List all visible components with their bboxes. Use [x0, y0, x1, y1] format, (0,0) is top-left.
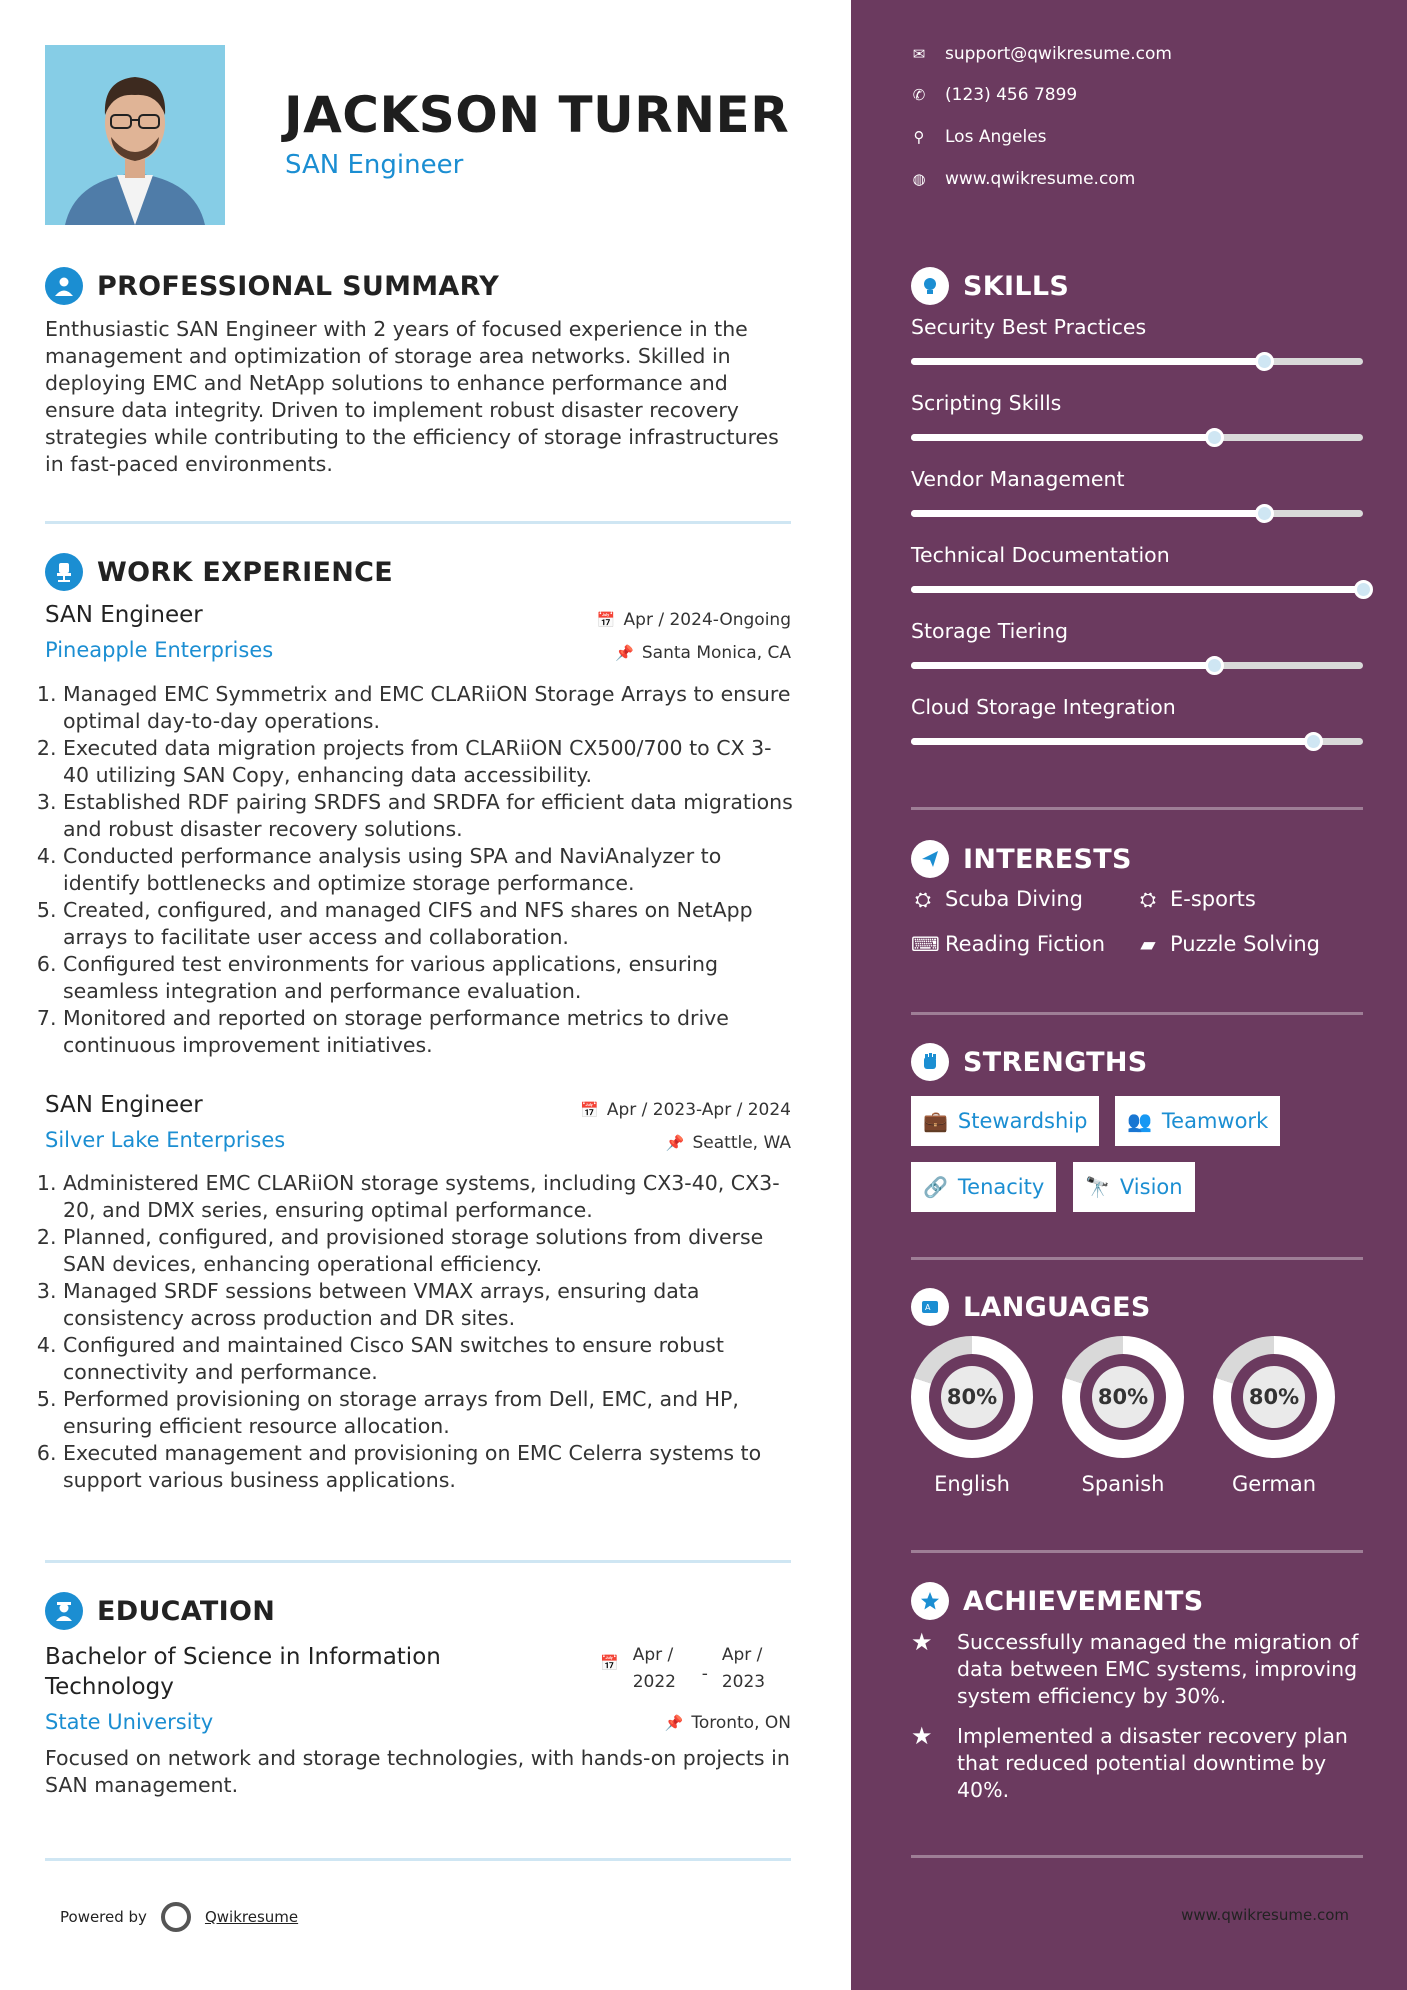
job-location — [666, 1133, 791, 1153]
skills-heading — [911, 267, 1069, 305]
education-dates — [600, 1642, 777, 1696]
star-icon — [911, 1582, 949, 1620]
lifebuoy-icon: ⛭ — [915, 887, 931, 911]
sidebar — [851, 0, 1407, 1990]
user-icon — [45, 267, 83, 305]
strength-label: Vision — [1119, 1175, 1183, 1199]
skill-bar — [911, 662, 1363, 669]
strength-badge — [1073, 1162, 1195, 1212]
job-date-text: Apr / 2024-Ongoing — [623, 610, 791, 630]
achievement-text: Implemented a disaster recovery plan that reduced potential downtime by 40%. — [957, 1724, 1348, 1802]
languages-heading — [911, 1288, 1151, 1326]
skill-bar-knob — [1354, 580, 1373, 599]
graduate-icon — [45, 1592, 83, 1630]
education-heading — [45, 1592, 275, 1630]
language-item — [1213, 1336, 1335, 1496]
qwikresume-logo-icon — [161, 1902, 191, 1932]
language-percent: 80% — [941, 1366, 1003, 1428]
skill-label: Technical Documentation — [911, 543, 1170, 567]
list-item: 3. Managed SRDF sessions between VMAX arrays, ensuring data consistency across production and DR sites. — [63, 1278, 797, 1332]
section-divider — [911, 807, 1363, 810]
language-item — [911, 1336, 1033, 1496]
list-item: 7. Monitored and reported on storage performance metrics to drive continuous improvement initiatives. — [63, 1005, 797, 1059]
contact-phone-text: (123) 456 7899 — [945, 85, 1078, 105]
language-item — [1062, 1336, 1184, 1496]
pin-icon: 📌 — [665, 1134, 685, 1152]
section-divider — [911, 1855, 1363, 1858]
lightbulb-icon — [911, 267, 949, 305]
experience-title: WORK EXPERIENCE — [97, 556, 393, 588]
language-ring — [1062, 1336, 1184, 1458]
language-percent: 80% — [1092, 1366, 1154, 1428]
contact-email-text: support@qwikresume.com — [945, 44, 1172, 64]
skill-bar — [911, 358, 1363, 365]
language-ring-inner — [929, 1354, 1015, 1440]
pin-icon: 📌 — [664, 1714, 684, 1732]
skill-bar — [911, 434, 1363, 441]
globe-icon: ◍ — [912, 170, 926, 188]
section-divider — [45, 521, 791, 524]
job-date — [597, 610, 791, 630]
language-ring-inner — [1231, 1354, 1317, 1440]
list-item: 2. Executed data migration projects from CLARiiON CX500/700 to CX 3-40 utilizing SAN Copy, enhancing data accessibility. — [63, 735, 797, 789]
skill-label: Cloud Storage Integration — [911, 695, 1176, 719]
language-ring — [1213, 1336, 1335, 1458]
skill-bar-fill — [911, 358, 1264, 365]
contact-location — [911, 127, 1047, 147]
achievements-title: ACHIEVEMENTS — [963, 1585, 1204, 1617]
powered-by — [60, 1902, 298, 1932]
interest-item — [1136, 887, 1256, 911]
job-title: SAN Engineer — [45, 1092, 203, 1118]
strength-badge — [911, 1096, 1099, 1146]
binoculars-icon: 🔭 — [1085, 1175, 1110, 1199]
contact-email[interactable] — [911, 44, 1172, 64]
skill-bar-fill — [911, 510, 1264, 517]
list-item: 2. Planned, configured, and provisioned storage solutions from diverse SAN devices, enhancing operational efficiency. — [63, 1224, 797, 1278]
languages-title: LANGUAGES — [963, 1291, 1151, 1323]
link-icon: 🔗 — [923, 1175, 948, 1199]
interests-title: INTERESTS — [963, 843, 1132, 875]
book-icon: ▰ — [1140, 932, 1156, 956]
skill-bar — [911, 586, 1363, 593]
candidate-name: JACKSON TURNER — [284, 86, 790, 144]
list-item: 5. Created, configured, and managed CIFS and NFS shares on NetApp arrays to facilitate user access and collaboration. — [63, 897, 797, 951]
strengths-heading — [911, 1043, 1148, 1081]
paper-plane-icon — [911, 840, 949, 878]
skill-bar-fill — [911, 738, 1313, 745]
interest-item — [1136, 932, 1320, 956]
svg-text:A: A — [925, 1303, 931, 1312]
summary-title: PROFESSIONAL SUMMARY — [97, 270, 500, 302]
skill-bar-knob — [1205, 656, 1224, 675]
list-item: 1. Managed EMC Symmetrix and EMC CLARiiON Storage Arrays to ensure optimal day-to-day operations. — [63, 681, 797, 735]
achievement-text: Successfully managed the migration of data between EMC systems, improving system efficiency by 30%. — [957, 1630, 1359, 1708]
degree-title: Bachelor of Science in Information Technology — [45, 1644, 441, 1700]
job-bullets — [45, 1170, 797, 1494]
interest-label: Puzzle Solving — [1170, 932, 1320, 956]
achievement-item — [911, 1723, 1371, 1804]
skill-bar-fill — [911, 662, 1214, 669]
calendar-icon: 📅 — [600, 1654, 619, 1672]
lifebuoy-icon: ⛭ — [1140, 887, 1156, 911]
contact-location-text: Los Angeles — [945, 127, 1047, 147]
education-start: Apr / 2022 — [632, 1645, 676, 1692]
skill-bar-knob — [1304, 732, 1323, 751]
star-burst-icon: ★ — [911, 1722, 933, 1750]
skill-label: Storage Tiering — [911, 619, 1069, 643]
interest-item — [911, 887, 1083, 911]
envelope-icon: ✉ — [912, 45, 926, 63]
skill-label: Security Best Practices — [911, 315, 1147, 339]
school-name: State University — [45, 1710, 214, 1734]
interests-heading — [911, 840, 1132, 878]
job-location-text: Seattle, WA — [692, 1133, 791, 1153]
language-name: English — [934, 1472, 1010, 1496]
profile-photo-illustration — [45, 45, 225, 225]
achievements-heading — [911, 1582, 1204, 1620]
job-location-text: Santa Monica, CA — [641, 643, 791, 663]
summary-heading — [45, 267, 499, 305]
education-title: EDUCATION — [97, 1595, 276, 1627]
contact-website[interactable] — [911, 169, 1135, 189]
pin-icon: 📌 — [615, 644, 634, 662]
calendar-icon: 📅 — [580, 1101, 599, 1119]
summary-text: Enthusiastic SAN Engineer with 2 years of focused experience in the management and optimization of storage area networks. Skilled in deploying EMC and NetApp solutions to enhance performance and ensure data integrity. Driven to implement robust disaster recovery strategies while contributing to the efficiency of storage infrastructures in fast-paced environments. — [45, 317, 779, 476]
section-divider — [911, 1550, 1363, 1553]
list-item: 6. Executed management and provisioning on EMC Celerra systems to support various business applications. — [63, 1440, 797, 1494]
strength-badge — [1115, 1096, 1280, 1146]
language-ring-inner — [1080, 1354, 1166, 1440]
language-name: German — [1231, 1472, 1317, 1496]
briefcase-icon: 💼 — [923, 1109, 948, 1133]
contact-phone[interactable] — [911, 85, 1077, 105]
skill-bar — [911, 738, 1363, 745]
users-icon: 👥 — [1127, 1109, 1152, 1133]
job-date — [580, 1100, 791, 1120]
education-location-text: Toronto, ON — [691, 1713, 791, 1733]
strength-label: Stewardship — [957, 1109, 1088, 1133]
job-company: Pineapple Enterprises — [45, 638, 274, 662]
chair-icon — [45, 553, 83, 591]
experience-heading — [45, 553, 393, 591]
powered-by-label: Powered by — [60, 1908, 147, 1926]
strength-badge — [911, 1162, 1056, 1212]
skill-label: Vendor Management — [911, 467, 1125, 491]
strength-label: Teamwork — [1161, 1109, 1269, 1133]
list-item: 4. Configured and maintained Cisco SAN switches to ensure robust connectivity and performance. — [63, 1332, 797, 1386]
section-divider — [911, 1257, 1363, 1260]
language-ring — [911, 1336, 1033, 1458]
job-bullets — [45, 681, 797, 1059]
brand-link[interactable]: Qwikresume — [204, 1908, 299, 1926]
gamepad-icon: ⌨ — [911, 932, 940, 956]
fist-icon — [911, 1043, 949, 1081]
interest-label: Reading Fiction — [945, 932, 1106, 956]
section-divider — [45, 1858, 791, 1861]
education-end: Apr / 2023 — [721, 1645, 766, 1692]
list-item: 4. Conducted performance analysis using SPA and NaviAnalyzer to identify bottlenecks and optimize storage performance. — [63, 843, 797, 897]
skill-bar-knob — [1205, 428, 1224, 447]
map-marker-icon: ⚲ — [913, 128, 925, 146]
skill-bar-knob — [1255, 352, 1274, 371]
job-company: Silver Lake Enterprises — [45, 1128, 286, 1152]
section-divider — [45, 1560, 791, 1563]
strength-label: Tenacity — [957, 1175, 1045, 1199]
language-name: Spanish — [1081, 1472, 1165, 1496]
interest-label: E-sports — [1170, 887, 1256, 911]
skill-bar-fill — [911, 434, 1214, 441]
education-location — [665, 1713, 791, 1733]
job-title: SAN Engineer — [45, 602, 203, 628]
phone-icon: ✆ — [912, 86, 926, 104]
language-percent: 80% — [1243, 1366, 1305, 1428]
skill-bar-fill — [911, 586, 1363, 593]
strengths-title: STRENGTHS — [963, 1046, 1148, 1078]
star-burst-icon: ★ — [911, 1628, 933, 1656]
education-text: Focused on network and storage technologies, with hands-on projects in SAN management. — [45, 1746, 790, 1797]
translate-icon — [911, 1288, 949, 1326]
interest-label: Scuba Diving — [945, 887, 1083, 911]
list-item: 5. Performed provisioning on storage arrays from Dell, EMC, and HP, ensuring efficient resource allocation. — [63, 1386, 797, 1440]
profile-photo — [45, 45, 225, 225]
skill-label: Scripting Skills — [911, 391, 1062, 415]
interest-item — [911, 932, 1105, 956]
list-item: 6. Configured test environments for various applications, ensuring seamless integration and performance evaluation. — [63, 951, 797, 1005]
footer-url[interactable]: www.qwikresume.com — [1181, 1906, 1349, 1924]
list-item: 1. Administered EMC CLARiiON storage systems, including CX3-40, CX3-20, and DMX series, ensuring optimal performance. — [63, 1170, 797, 1224]
achievement-item — [911, 1629, 1371, 1710]
contact-website-text: www.qwikresume.com — [945, 169, 1136, 189]
date-separator: - — [701, 1664, 708, 1684]
job-location — [615, 643, 791, 663]
candidate-title: SAN Engineer — [285, 150, 464, 180]
section-divider — [911, 1012, 1363, 1015]
list-item: 3. Established RDF pairing SRDFS and SRDFA for efficient data migrations and robust disaster recovery solutions. — [63, 789, 797, 843]
skill-bar — [911, 510, 1363, 517]
skills-title: SKILLS — [963, 270, 1070, 302]
calendar-icon: 📅 — [596, 611, 616, 629]
job-date-text: Apr / 2023-Apr / 2024 — [606, 1100, 791, 1120]
skill-bar-knob — [1255, 504, 1274, 523]
